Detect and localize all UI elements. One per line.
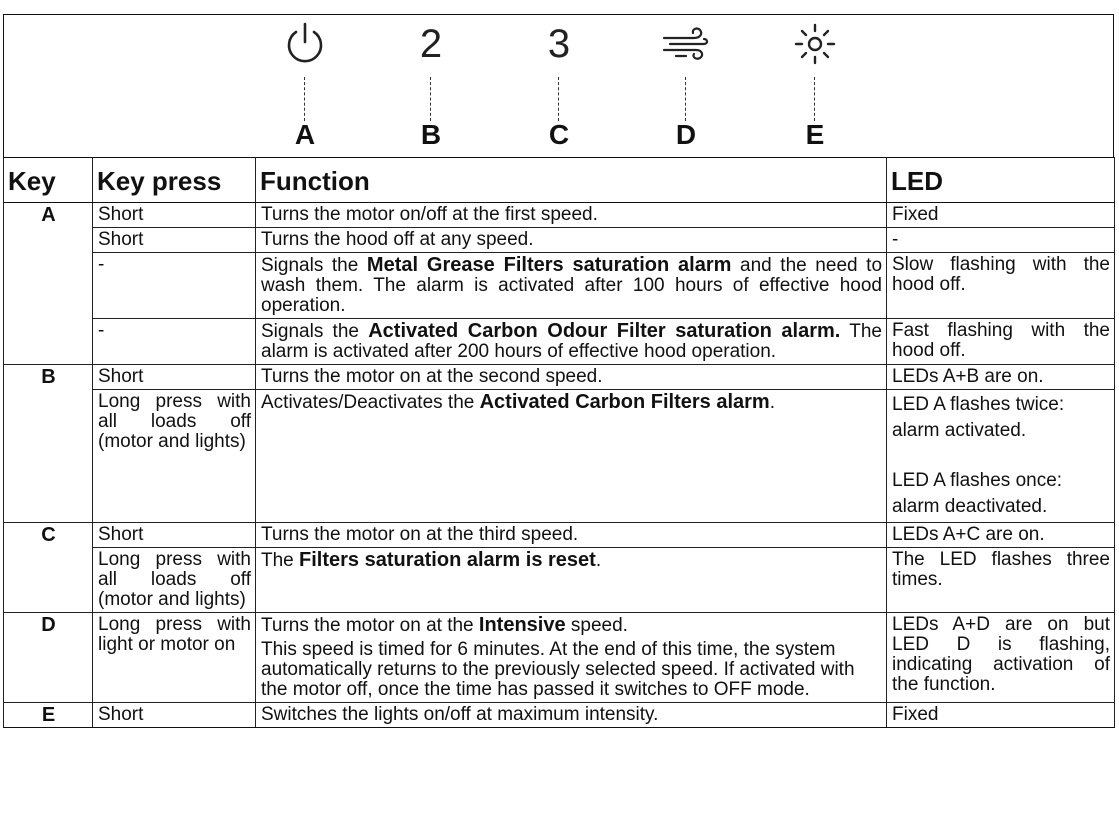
- power-icon: [270, 19, 340, 69]
- led-cell: Slow flashing with the hood off.: [887, 253, 1115, 319]
- table-header-row: [4, 158, 1115, 203]
- led-cell: Fixed: [887, 703, 1115, 728]
- key-function-table: [3, 157, 1115, 728]
- header-key-press: Key press: [93, 158, 256, 203]
- led-text: LED A flashes once: alarm deactivated.: [892, 470, 1063, 517]
- function-cell: Switches the lights on/off at maximum intensity.: [256, 703, 887, 728]
- press-cell: -: [93, 319, 256, 365]
- function-detail: This speed is timed for 6 minutes. At the end of this time, the system automatically returns to the previously selected speed. If activated with the motor off, once the time has passed it switches to OFF mode.: [261, 639, 855, 700]
- function-text: The alarm is activated after 200 hours of effective hood operation.: [261, 321, 882, 362]
- header-function: Function: [256, 158, 887, 203]
- function-cell: Turns the motor on at the second speed.: [256, 365, 887, 390]
- key-b-digit: 2: [419, 21, 443, 66]
- key-d-letter: D: [675, 119, 697, 150]
- function-bold-text: Activated Carbon Filters alarm: [479, 391, 770, 413]
- key-cell-c: C: [4, 523, 93, 613]
- key-a-letter: A: [294, 119, 316, 150]
- spacer: [892, 444, 1110, 468]
- table-row: [4, 319, 1115, 365]
- press-cell: Short: [93, 365, 256, 390]
- function-text: .: [595, 550, 602, 571]
- key-c-leader: [558, 77, 559, 121]
- function-cell: Turns the motor on at the third speed.: [256, 523, 887, 548]
- function-text: The: [261, 550, 300, 571]
- table-row: [4, 253, 1115, 319]
- function-text: Signals the: [261, 321, 369, 342]
- table-row: [4, 523, 1115, 548]
- led-cell: The LED flashes three times.: [887, 548, 1115, 613]
- key-e-leader: [814, 77, 815, 121]
- led-cell: LEDs A+C are on.: [887, 523, 1115, 548]
- function-cell: [256, 319, 887, 365]
- function-cell: [256, 390, 887, 523]
- table-row: [4, 228, 1115, 253]
- function-text: Activates/Deactivates the: [261, 392, 480, 413]
- function-cell: [256, 613, 887, 703]
- led-text: LED A flashes twice: alarm activated.: [892, 394, 1065, 441]
- led-cell: Fast flashing with the hood off.: [887, 319, 1115, 365]
- function-cell: [256, 253, 887, 319]
- press-cell: Short: [93, 523, 256, 548]
- table-row: [4, 548, 1115, 613]
- key-d: [651, 15, 721, 158]
- press-cell: Short: [93, 228, 256, 253]
- sun-icon: [780, 19, 850, 69]
- key-a-leader: [304, 77, 305, 121]
- wind-icon: [651, 19, 721, 69]
- led-cell: LEDs A+B are on.: [887, 365, 1115, 390]
- header-key: Key: [4, 158, 93, 203]
- function-cell: Turns the motor on/off at the first speed.: [256, 203, 887, 228]
- press-cell: Short: [93, 703, 256, 728]
- key-cell-d: D: [4, 613, 93, 703]
- led-cell: Fixed: [887, 203, 1115, 228]
- led-cell: [887, 390, 1115, 523]
- key-e: [780, 15, 850, 158]
- key-cell-b: B: [4, 365, 93, 523]
- key-c: [524, 15, 594, 158]
- page: [3, 14, 1114, 728]
- led-cell: -: [887, 228, 1115, 253]
- led-cell: LEDs A+D are on but LED D is flashing, indicating activation of the function.: [887, 613, 1115, 703]
- function-text: .: [769, 392, 775, 413]
- press-cell: Long press with all loads off (motor and lights): [93, 390, 256, 523]
- key-e-letter: E: [805, 119, 825, 150]
- table-row: [4, 365, 1115, 390]
- function-line: [261, 615, 882, 636]
- key-b-leader: [430, 77, 431, 121]
- key-a: [270, 15, 340, 158]
- key-cell-e: E: [4, 703, 93, 728]
- function-cell: [256, 548, 887, 613]
- function-bold-text: Metal Grease Filters saturation alarm: [366, 254, 732, 276]
- table-row: [4, 613, 1115, 703]
- function-text: speed.: [565, 615, 628, 636]
- function-cell: Turns the hood off at any speed.: [256, 228, 887, 253]
- key-b-letter: B: [420, 119, 442, 150]
- function-text: Signals the: [261, 255, 367, 276]
- control-keys-panel: [3, 14, 1114, 157]
- press-cell: Short: [93, 203, 256, 228]
- function-text: Turns the motor on at the: [261, 615, 479, 636]
- key-d-leader: [685, 77, 686, 121]
- table-row: [4, 203, 1115, 228]
- function-bold-text: Filters saturation alarm is reset: [299, 549, 596, 571]
- press-cell: -: [93, 253, 256, 319]
- key-c-digit: 3: [547, 21, 571, 66]
- table-row: [4, 390, 1115, 523]
- press-cell: Long press with all loads off (motor and lights): [93, 548, 256, 613]
- table-row: [4, 703, 1115, 728]
- press-cell: Long press with light or motor on: [93, 613, 256, 703]
- key-c-letter: C: [548, 119, 570, 150]
- function-text: and the need to wash them. The alarm is activated after 100 hours of effective hood operation.: [261, 255, 883, 316]
- key-cell-a: A: [4, 203, 93, 365]
- header-led: LED: [887, 158, 1115, 203]
- key-b: [396, 15, 466, 158]
- function-bold-text: Intensive: [478, 614, 566, 636]
- function-bold-text: Activated Carbon Odour Filter saturation alarm.: [368, 320, 841, 342]
